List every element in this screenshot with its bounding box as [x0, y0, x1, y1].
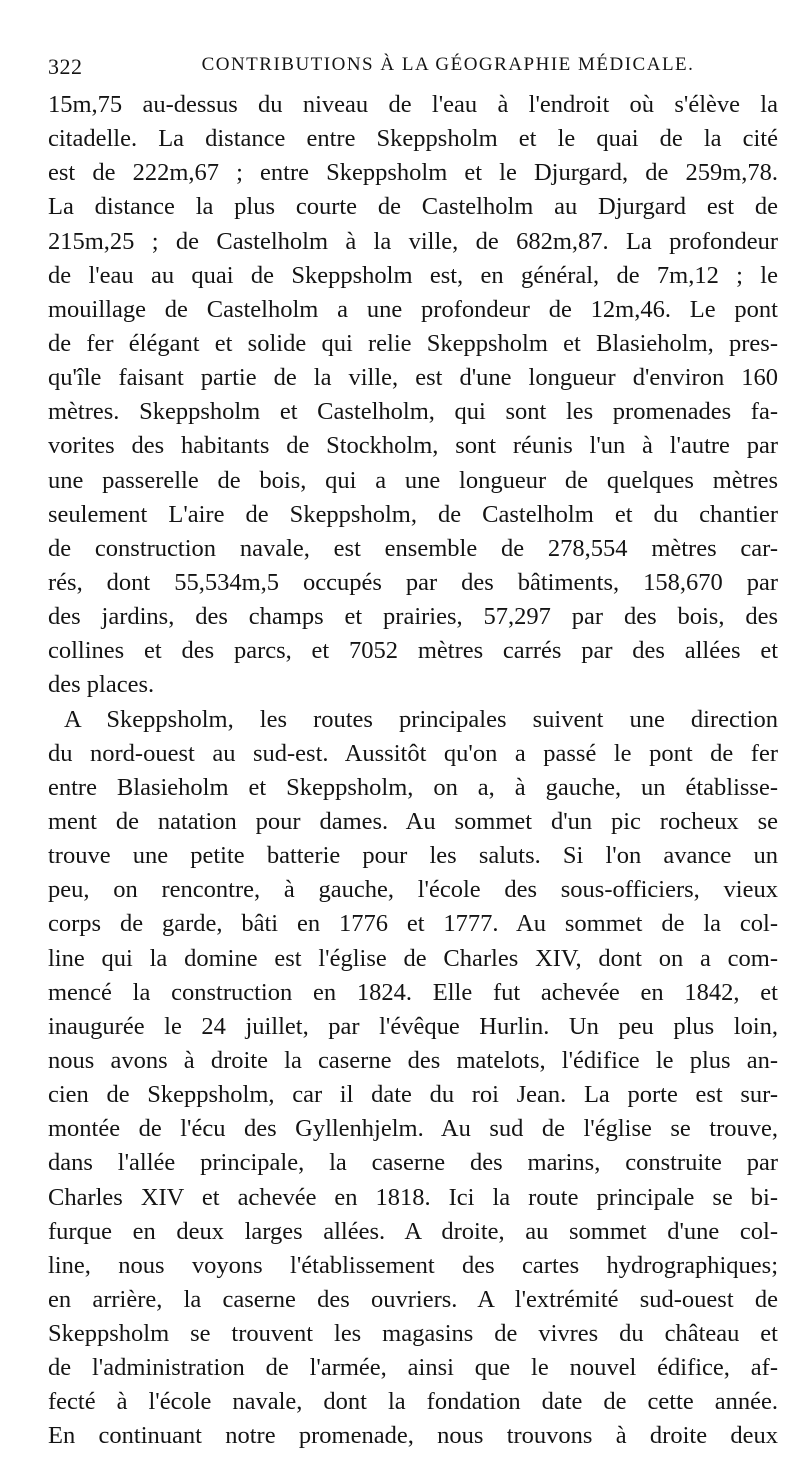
text-line: de l'administration de l'armée, ainsi que le nouvel édifice, af-: [48, 1354, 778, 1382]
text-line: line qui la domine est l'église de Charles XIV, dont on a com-: [48, 944, 778, 972]
text-line: furque en deux larges allées. A droite, au sommet d'une col-: [48, 1217, 778, 1245]
text-line: qu'île faisant partie de la ville, est d'une longueur d'environ 160: [48, 364, 778, 392]
text-line: de construction navale, est ensemble de 278,554 mètres car-: [48, 534, 778, 562]
running-head: CONTRIBUTIONS À LA GÉOGRAPHIE MÉDICALE.: [201, 54, 695, 75]
page-number: 322: [48, 54, 83, 79]
text-line: ment de natation pour dames. Au sommet d'un pic rocheux se: [48, 807, 778, 835]
text-line: montée de l'écu des Gyllenhjelm. Au sud de l'église se trouve,: [48, 1115, 778, 1143]
text-line: mètres. Skeppsholm et Castelholm, qui sont les promenades fa-: [48, 398, 778, 426]
text-line: mencé la construction en 1824. Elle fut achevée en 1842, et: [48, 978, 778, 1006]
text-line: inaugurée le 24 juillet, par l'évêque Hurlin. Un peu plus loin,: [48, 1012, 778, 1040]
text-line: line, nous voyons l'établissement des cartes hydrographiques;: [48, 1251, 778, 1279]
text-line: La distance la plus courte de Castelholm au Djurgard est de: [48, 193, 778, 221]
paragraph-start-line: A Skeppsholm, les routes principales suivent une direction: [64, 705, 778, 733]
text-line: du nord-ouest au sud-est. Aussitôt qu'on a passé le pont de fer: [48, 739, 778, 767]
text-line: est de 222m,67 ; entre Skeppsholm et le Djurgard, de 259m,78.: [48, 159, 778, 187]
text-line: 15m,75 au-dessus du niveau de l'eau à l'endroit où s'élève la: [48, 91, 778, 118]
text-line: de l'eau au quai de Skeppsholm est, en général, de 7m,12 ; le: [48, 261, 778, 289]
text-line: seulement L'aire de Skeppsholm, de Castelholm et du chantier: [48, 500, 778, 528]
text-line: entre Blasieholm et Skeppsholm, on a, à gauche, un établisse-: [48, 773, 778, 801]
text-line: des jardins, des champs et prairies, 57,297 par des bois, des: [48, 603, 778, 631]
text-line: citadelle. La distance entre Skeppsholm et le quai de la cité: [48, 125, 778, 153]
page-header: [48, 48, 778, 88]
text-line: de fer élégant et solide qui relie Skeppsholm et Blasieholm, pres-: [48, 329, 778, 357]
text-line: Skeppsholm se trouvent les magasins de vivres du château et: [48, 1320, 778, 1348]
text-line: mouillage de Castelholm a une profondeur de 12m,46. Le pont: [48, 295, 778, 323]
text-line: cien de Skeppsholm, car il date du roi Jean. La porte est sur-: [48, 1081, 778, 1109]
text-line: peu, on rencontre, à gauche, l'école des sous-officiers, vieux: [48, 876, 778, 904]
text-line: Charles XIV et achevée en 1818. Ici la route principale se bi-: [48, 1183, 778, 1211]
text-line: nous avons à droite la caserne des matelots, l'édifice le plus an-: [48, 1046, 778, 1074]
text-line: corps de garde, bâti en 1776 et 1777. Au sommet de la col-: [48, 910, 778, 938]
text-line: rés, dont 55,534m,5 occupés par des bâtiments, 158,670 par: [48, 568, 778, 596]
text-line: vorites des habitants de Stockholm, sont réunis l'un à l'autre par: [48, 432, 778, 460]
text-line: En continuant notre promenade, nous trouvons à droite deux: [48, 1422, 778, 1450]
text-line: fecté à l'école navale, dont la fondation date de cette année.: [48, 1388, 778, 1416]
text-line: dans l'allée principale, la caserne des marins, construite par: [48, 1149, 778, 1177]
text-line: collines et des parcs, et 7052 mètres carrés par des allées et: [48, 637, 778, 665]
text-line: 215m,25 ; de Castelholm à la ville, de 682m,87. La profondeur: [48, 227, 778, 255]
text-line: des places.: [48, 671, 155, 699]
text-line: une passerelle de bois, qui a une longueur de quelques mètres: [48, 466, 778, 494]
text-line: en arrière, la caserne des ouvriers. A l'extrémité sud-ouest de: [48, 1285, 778, 1313]
text-line: trouve une petite batterie pour les saluts. Si l'on avance un: [48, 842, 778, 870]
body-text: [48, 88, 778, 1454]
